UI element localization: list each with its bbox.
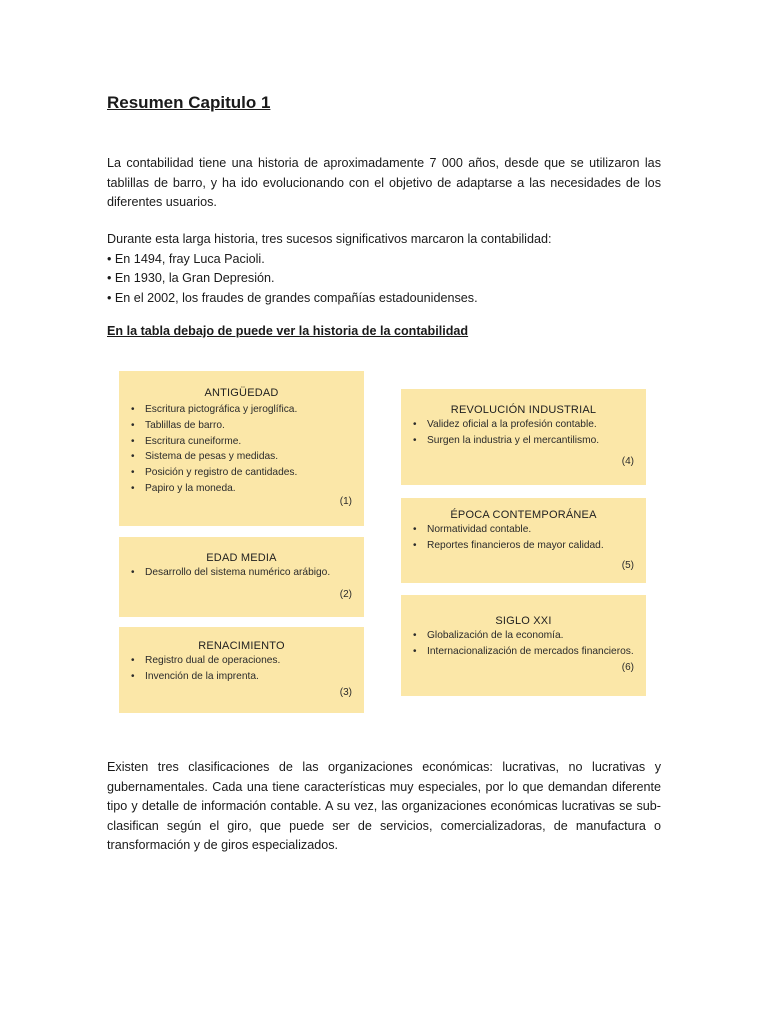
period-list: [411, 417, 636, 449]
period-item: • Escritura pictográfica y jeroglífica.: [129, 402, 354, 418]
intro-paragraph: La contabilidad tiene una historia de aproximadamente 7 000 años, desde que se utilizaron las tablillas de barro, y ha ido evolucionando con el objetivo de adaptarse a las necesidades de los diferentes usuarios.: [107, 156, 661, 209]
period-number: (3): [339, 687, 352, 698]
period-item: • Escritura cuneiforme.: [129, 434, 354, 450]
page-title: Resumen Capitulo 1: [107, 93, 271, 112]
period-list: [129, 402, 354, 497]
period-box-siglo-xxi: [401, 595, 646, 696]
period-item: • Sistema de pesas y medidas.: [129, 449, 354, 465]
period-title: REVOLUCIÓN INDUSTRIAL: [450, 404, 597, 416]
period-box-renacimiento: [119, 627, 364, 713]
event-item: • En el 2002, los fraudes de grandes compañías estadounidenses.: [107, 290, 478, 305]
table-heading: En la tabla debajo de puede ver la historia de la contabilidad: [107, 324, 469, 338]
period-box-revolucion-industrial: [401, 389, 646, 485]
period-title: SIGLO XXI: [495, 615, 552, 627]
period-title: EDAD MEDIA: [206, 552, 277, 564]
period-item: • Validez oficial a la profesión contable.: [411, 417, 636, 433]
period-list: [129, 565, 354, 581]
period-number: (6): [621, 662, 634, 673]
period-number: (1): [339, 496, 352, 507]
period-list: [129, 653, 354, 685]
period-item: • Desarrollo del sistema numérico arábigo.: [129, 565, 354, 581]
period-box-antiguedad: [119, 371, 364, 526]
events-paragraph: [107, 230, 661, 308]
period-title: ÉPOCA CONTEMPORÁNEA: [450, 509, 597, 521]
events-intro: Durante esta larga historia, tres sucesos significativos marcaron la contabilidad:: [107, 232, 552, 246]
period-number: (5): [621, 560, 634, 571]
period-list: [411, 628, 636, 660]
period-item: • Surgen la industria y el mercantilismo.: [411, 433, 636, 449]
period-item: • Globalización de la economía.: [411, 628, 636, 644]
period-box-edad-media: [119, 537, 364, 617]
period-item: • Reportes financieros de mayor calidad.: [411, 538, 636, 554]
event-item: • En 1494, fray Luca Pacioli.: [107, 251, 265, 266]
period-number: (2): [339, 589, 352, 600]
period-item: • Normatividad contable.: [411, 522, 636, 538]
period-item: • Internacionalización de mercados financieros.: [411, 644, 636, 660]
period-item: • Registro dual de operaciones.: [129, 653, 354, 669]
period-box-epoca-contemporanea: [401, 498, 646, 583]
period-list: [411, 522, 636, 554]
period-title: ANTIGÜEDAD: [204, 387, 279, 399]
period-title: RENACIMIENTO: [198, 640, 285, 652]
period-item: • Invención de la imprenta.: [129, 669, 354, 685]
period-item: • Papiro y la moneda.: [129, 481, 354, 497]
period-number: (4): [621, 456, 634, 467]
event-item: • En 1930, la Gran Depresión.: [107, 271, 275, 285]
period-item: • Tablillas de barro.: [129, 418, 354, 434]
period-item: • Posición y registro de cantidades.: [129, 465, 354, 481]
classification-paragraph: Existen tres clasificaciones de las organizaciones económicas: lucrativas, no lucrativas y gubernamentales. Cada una tiene características muy especiales, por lo que demandan diferente tipo y detalle de información contable. A su vez, las organizaciones económicas lucrativas se sub-clasifican según el giro, que puede ser de servicios, comercializadoras, de manufactura o transformación y de giros especializados.: [107, 760, 661, 852]
